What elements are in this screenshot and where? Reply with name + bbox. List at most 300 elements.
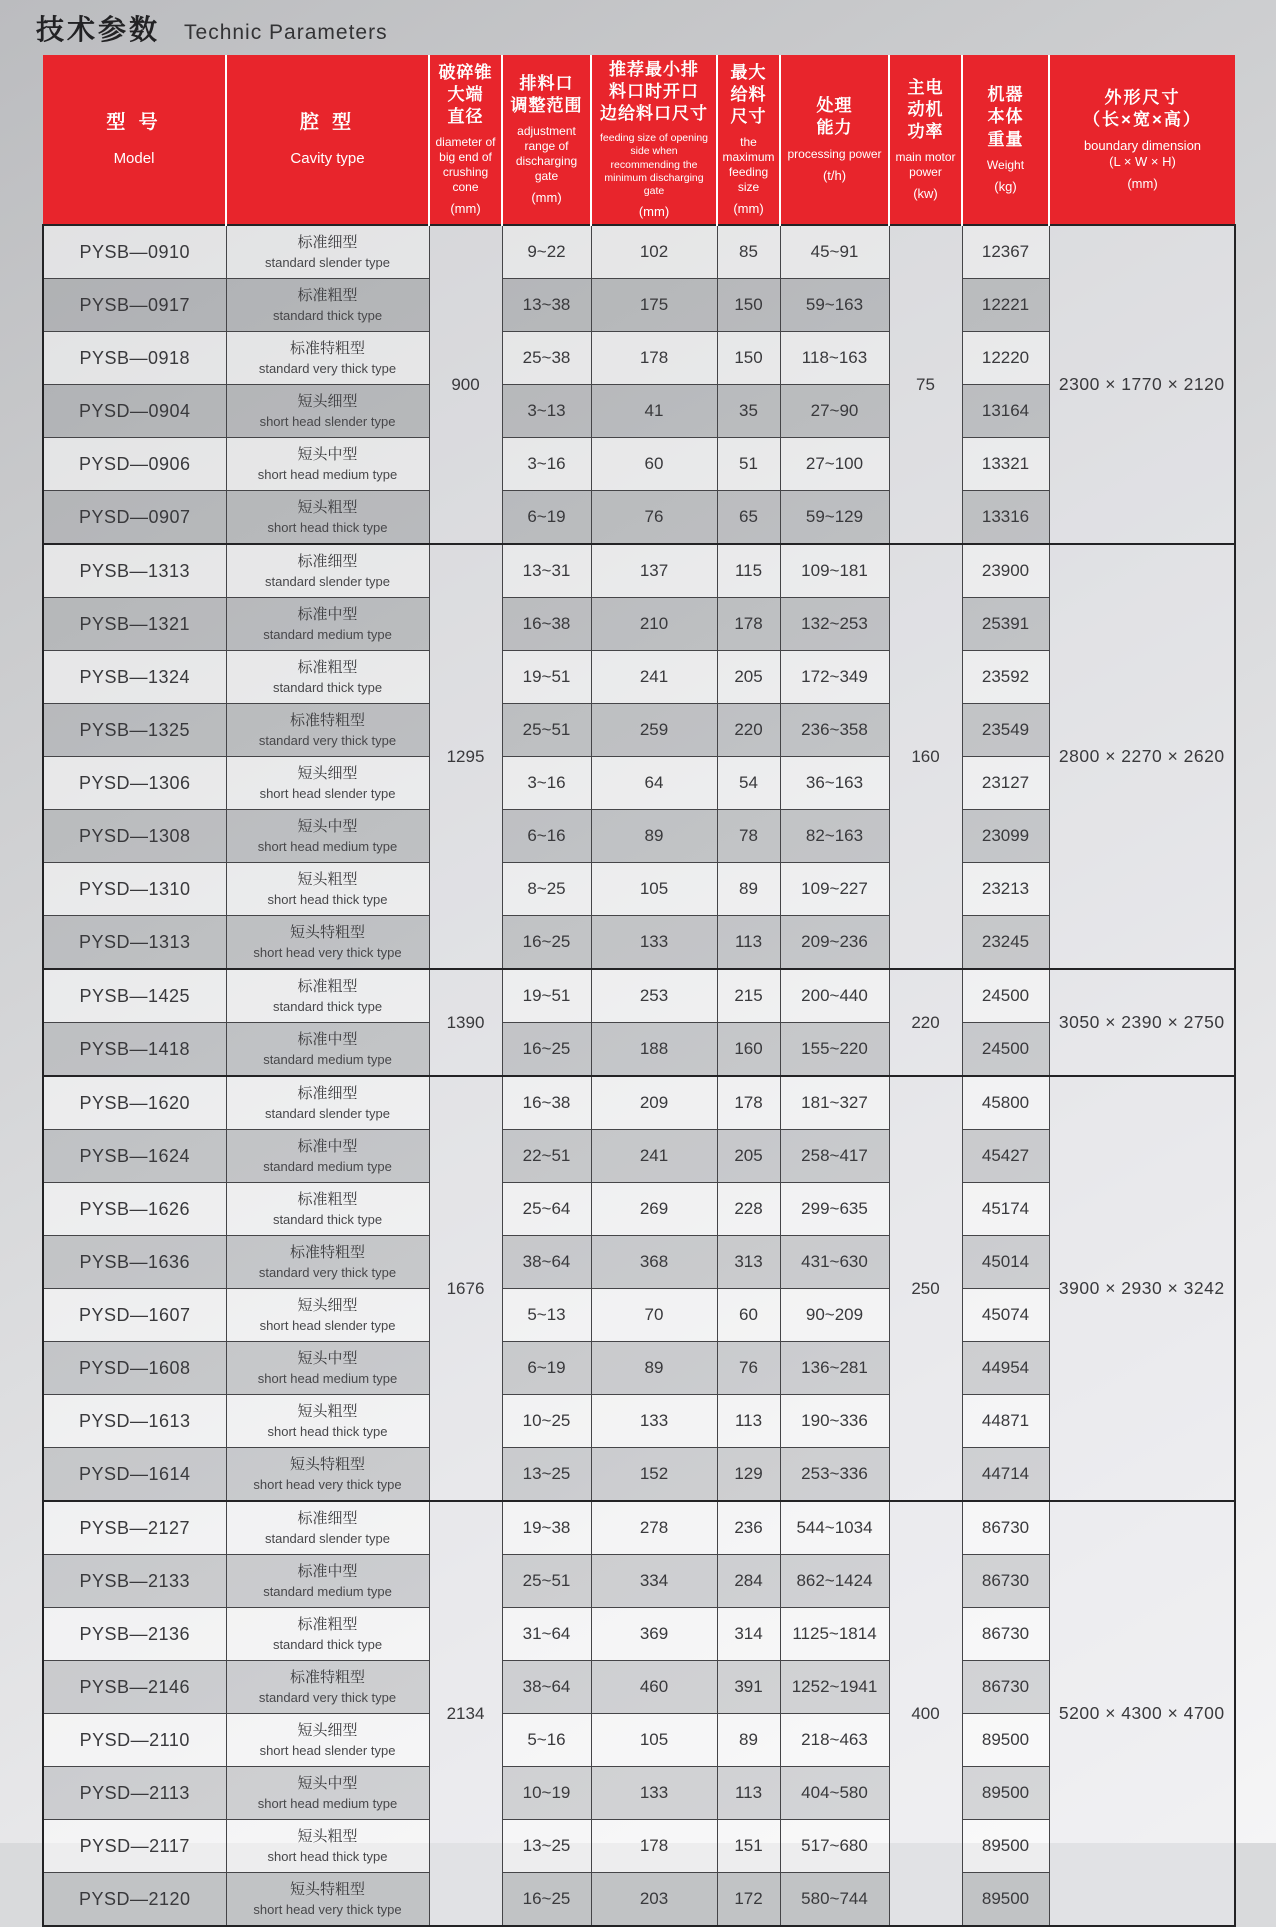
cavity-cell: [226, 1289, 429, 1342]
column-header-model: [43, 55, 226, 225]
feeding-size-cell: 241: [591, 1130, 717, 1183]
dimension-span-cell: 2800 × 2270 × 2620: [1049, 544, 1235, 969]
processing-power-cell: 155~220: [780, 1023, 889, 1077]
feeding-size-cell: 152: [591, 1448, 717, 1502]
dimension-span-cell: 2300 × 1770 × 2120: [1049, 225, 1235, 544]
cavity-name-en: standard medium type: [263, 1583, 392, 1599]
adjustment-range-cell: 31~64: [502, 1608, 591, 1661]
model-cell: PYSD—2113: [43, 1767, 226, 1820]
processing-power-cell: 136~281: [780, 1342, 889, 1395]
cavity-cell: [226, 385, 429, 438]
cavity-cell: [226, 651, 429, 704]
diameter-span-cell: 900: [429, 225, 502, 544]
feeding-size-cell: 269: [591, 1183, 717, 1236]
weight-cell: 13316: [962, 491, 1049, 545]
feeding-size-cell: 178: [591, 1820, 717, 1873]
weight-cell: 89500: [962, 1820, 1049, 1873]
weight-cell: 12220: [962, 332, 1049, 385]
cavity-name-cn: 标准粗型: [297, 977, 358, 995]
feeding-size-cell: 175: [591, 279, 717, 332]
weight-cell: 45174: [962, 1183, 1049, 1236]
header-en-line: boundary dimension: [1083, 137, 1202, 153]
cavity-cell: [226, 1661, 429, 1714]
feeding-size-cell: 70: [591, 1289, 717, 1342]
max-feeding-size-cell: 89: [717, 863, 780, 916]
cavity-cell: [226, 1342, 429, 1395]
diameter-span-cell: 1390: [429, 969, 502, 1076]
weight-cell: 44714: [962, 1448, 1049, 1502]
motor-power-span-cell: 160: [889, 544, 962, 969]
max-feeding-size-cell: 172: [717, 1873, 780, 1927]
adjustment-range-cell: 19~51: [502, 969, 591, 1023]
cavity-cell: [226, 544, 429, 598]
max-feeding-size-cell: 314: [717, 1608, 780, 1661]
column-header-diameter: [429, 55, 502, 225]
weight-cell: 89500: [962, 1767, 1049, 1820]
feeding-size-cell: 241: [591, 651, 717, 704]
feeding-size-cell: 89: [591, 810, 717, 863]
processing-power-cell: 190~336: [780, 1395, 889, 1448]
header-cn-line: 调整范围: [510, 95, 583, 115]
header-cn-line: （长×宽×高）: [1083, 109, 1202, 129]
header-row: [43, 55, 1235, 225]
processing-power-cell: 82~163: [780, 810, 889, 863]
header-cn-text: [45, 111, 223, 136]
adjustment-range-cell: 13~31: [502, 544, 591, 598]
weight-cell: 23127: [962, 757, 1049, 810]
processing-power-cell: 181~327: [780, 1076, 889, 1130]
cavity-name-en: standard very thick type: [258, 732, 397, 748]
max-feeding-size-cell: 284: [717, 1555, 780, 1608]
model-cell: PYSD—1607: [43, 1289, 226, 1342]
max-feeding-size-cell: 76: [717, 1342, 780, 1395]
motor-power-span-cell: 75: [889, 225, 962, 544]
header-en-line: feeding size of opening side when recommending the minimum discharging gate: [600, 132, 708, 197]
weight-cell: 23549: [962, 704, 1049, 757]
header-en-text: [432, 135, 499, 217]
adjustment-range-cell: 19~51: [502, 651, 591, 704]
cavity-name-en: short head very thick type: [253, 1476, 402, 1492]
cavity-name-cn: 标准粗型: [297, 1190, 358, 1208]
model-cell: PYSB—0917: [43, 279, 226, 332]
model-cell: PYSB—2127: [43, 1501, 226, 1555]
cavity-name-cn: 标准特粗型: [289, 339, 365, 357]
adjustment-range-cell: 10~25: [502, 1395, 591, 1448]
header-cn-line: 推荐最小排: [609, 60, 699, 79]
adjustment-range-cell: 16~25: [502, 1873, 591, 1927]
header-cn-text: [783, 95, 886, 139]
feeding-size-cell: 203: [591, 1873, 717, 1927]
feeding-size-cell: 133: [591, 1395, 717, 1448]
model-cell: PYSB—2146: [43, 1661, 226, 1714]
weight-cell: 23592: [962, 651, 1049, 704]
cavity-cell: [226, 1714, 429, 1767]
cavity-name-en: short head slender type: [259, 413, 396, 429]
cavity-name-cn: 短头细型: [297, 392, 358, 410]
weight-cell: 12221: [962, 279, 1049, 332]
cavity-name-en: standard very thick type: [258, 360, 397, 376]
model-cell: PYSD—1308: [43, 810, 226, 863]
header-cn-line: 本体: [987, 107, 1024, 127]
header-cn-line: 机器: [987, 85, 1024, 105]
cavity-cell: [226, 916, 429, 970]
cavity-name-en: standard slender type: [264, 1530, 391, 1546]
cavity-cell: [226, 969, 429, 1023]
adjustment-range-cell: 22~51: [502, 1130, 591, 1183]
adjustment-range-cell: 3~16: [502, 757, 591, 810]
column-header-weight: [962, 55, 1049, 225]
adjustment-range-cell: 16~25: [502, 1023, 591, 1077]
weight-cell: 45074: [962, 1289, 1049, 1342]
header-en-text: [229, 150, 426, 169]
processing-power-cell: 544~1034: [780, 1501, 889, 1555]
weight-cell: 25391: [962, 598, 1049, 651]
diameter-span-cell: 2134: [429, 1501, 502, 1926]
header-en-text: [720, 135, 777, 217]
cavity-name-cn: 标准粗型: [297, 286, 358, 304]
cavity-cell: [226, 1555, 429, 1608]
model-cell: PYSB—1425: [43, 969, 226, 1023]
cavity-name-en: standard very thick type: [258, 1689, 397, 1705]
feeding-size-cell: 102: [591, 225, 717, 279]
max-feeding-size-cell: 178: [717, 1076, 780, 1130]
adjustment-range-cell: 16~25: [502, 916, 591, 970]
cavity-cell: [226, 1767, 429, 1820]
adjustment-range-cell: 13~38: [502, 279, 591, 332]
column-header-dimension: [1049, 55, 1235, 225]
adjustment-range-cell: 6~19: [502, 491, 591, 545]
processing-power-cell: 517~680: [780, 1820, 889, 1873]
weight-cell: 86730: [962, 1501, 1049, 1555]
header-cn-line: 边给料口尺寸: [600, 104, 708, 124]
header-en-text: [1052, 138, 1233, 193]
adjustment-range-cell: 8~25: [502, 863, 591, 916]
cavity-cell: [226, 279, 429, 332]
cavity-name-cn: 标准中型: [297, 1137, 358, 1155]
cavity-name-en: short head medium type: [257, 1370, 398, 1386]
processing-power-cell: 90~209: [780, 1289, 889, 1342]
cavity-cell: [226, 1130, 429, 1183]
max-feeding-size-cell: 205: [717, 1130, 780, 1183]
cavity-cell: [226, 438, 429, 491]
model-cell: PYSB—1624: [43, 1130, 226, 1183]
feeding-size-cell: 133: [591, 1767, 717, 1820]
model-cell: PYSD—1306: [43, 757, 226, 810]
processing-power-cell: 45~91: [780, 225, 889, 279]
model-cell: PYSD—2117: [43, 1820, 226, 1873]
table-header: [43, 55, 1235, 225]
adjustment-range-cell: 16~38: [502, 1076, 591, 1130]
max-feeding-size-cell: 178: [717, 598, 780, 651]
cavity-name-en: standard thick type: [272, 679, 383, 695]
model-cell: PYSB—1321: [43, 598, 226, 651]
weight-cell: 23099: [962, 810, 1049, 863]
adjustment-range-cell: 6~19: [502, 1342, 591, 1395]
column-header-cavity: [226, 55, 429, 225]
processing-power-cell: 209~236: [780, 916, 889, 970]
processing-power-cell: 36~163: [780, 757, 889, 810]
cavity-name-en: short head very thick type: [253, 944, 402, 960]
processing-power-cell: 218~463: [780, 1714, 889, 1767]
header-en-line: (mm): [733, 201, 764, 217]
feeding-size-cell: 209: [591, 1076, 717, 1130]
max-feeding-size-cell: 51: [717, 438, 780, 491]
processing-power-cell: 404~580: [780, 1767, 889, 1820]
diameter-span-cell: 1676: [429, 1076, 502, 1501]
model-cell: PYSD—1613: [43, 1395, 226, 1448]
cavity-name-cn: 短头特粗型: [289, 1880, 365, 1898]
header-en-line: adjustment range of discharging gate: [515, 124, 578, 184]
weight-cell: 86730: [962, 1661, 1049, 1714]
processing-power-cell: 862~1424: [780, 1555, 889, 1608]
cavity-name-cn: 标准细型: [297, 233, 358, 251]
cavity-name-en: short head thick type: [267, 519, 388, 535]
header-en-line: (kw): [913, 186, 938, 202]
processing-power-cell: 59~163: [780, 279, 889, 332]
adjustment-range-cell: 25~51: [502, 704, 591, 757]
cavity-name-en: standard very thick type: [258, 1264, 397, 1280]
feeding-size-cell: 210: [591, 598, 717, 651]
max-feeding-size-cell: 236: [717, 1501, 780, 1555]
max-feeding-size-cell: 60: [717, 1289, 780, 1342]
cavity-name-cn: 标准粗型: [297, 1615, 358, 1633]
column-header-feeding: [591, 55, 717, 225]
cavity-cell: [226, 1608, 429, 1661]
header-cn-line: 料口时开口: [609, 82, 699, 102]
model-cell: PYSD—0904: [43, 385, 226, 438]
motor-power-span-cell: 220: [889, 969, 962, 1076]
cavity-name-cn: 短头粗型: [297, 498, 358, 516]
header-cn-text: [965, 84, 1046, 150]
cavity-cell: [226, 1236, 429, 1289]
header-en-line: (mm): [1127, 176, 1158, 192]
cavity-cell: [226, 757, 429, 810]
cavity-name-en: standard medium type: [263, 1051, 392, 1067]
header-en-line: Weight: [986, 157, 1025, 172]
table-body: [43, 225, 1235, 1926]
feeding-size-cell: 133: [591, 916, 717, 970]
header-cn-line: 主电: [907, 77, 944, 97]
max-feeding-size-cell: 113: [717, 1395, 780, 1448]
cavity-name-cn: 标准细型: [297, 1084, 358, 1102]
cavity-name-en: short head thick type: [267, 1848, 388, 1864]
dimension-span-cell: 3050 × 2390 × 2750: [1049, 969, 1235, 1076]
cavity-name-cn: 短头特粗型: [289, 1455, 365, 1473]
header-en-line: Cavity type: [290, 149, 365, 167]
max-feeding-size-cell: 150: [717, 332, 780, 385]
model-cell: PYSB—0918: [43, 332, 226, 385]
header-cn-text: [1052, 87, 1233, 131]
cavity-name-cn: 标准中型: [297, 1030, 358, 1048]
weight-cell: 23900: [962, 544, 1049, 598]
adjustment-range-cell: 5~16: [502, 1714, 591, 1767]
page-title-en: Technic Parameters: [184, 21, 388, 44]
cavity-name-cn: 短头中型: [297, 1774, 358, 1792]
cavity-name-en: standard thick type: [272, 1211, 383, 1227]
processing-power-cell: 59~129: [780, 491, 889, 545]
max-feeding-size-cell: 205: [717, 651, 780, 704]
cavity-cell: [226, 491, 429, 545]
header-cn-line: 重量: [987, 129, 1024, 149]
header-en-line: diameter of big end of crushing cone: [435, 135, 496, 195]
weight-cell: 24500: [962, 969, 1049, 1023]
cavity-cell: [226, 1076, 429, 1130]
weight-cell: 13321: [962, 438, 1049, 491]
max-feeding-size-cell: 313: [717, 1236, 780, 1289]
max-feeding-size-cell: 160: [717, 1023, 780, 1077]
max-feeding-size-cell: 220: [717, 704, 780, 757]
cavity-name-cn: 短头中型: [297, 1349, 358, 1367]
cavity-name-en: standard thick type: [272, 998, 383, 1014]
cavity-name-cn: 短头粗型: [297, 870, 358, 888]
adjustment-range-cell: 5~13: [502, 1289, 591, 1342]
processing-power-cell: 132~253: [780, 598, 889, 651]
cavity-cell: [226, 704, 429, 757]
weight-cell: 89500: [962, 1714, 1049, 1767]
adjustment-range-cell: 38~64: [502, 1661, 591, 1714]
processing-power-cell: 172~349: [780, 651, 889, 704]
cavity-name-en: standard medium type: [263, 1158, 392, 1174]
header-cn-text: [720, 62, 777, 128]
weight-cell: 44871: [962, 1395, 1049, 1448]
header-en-line: the maximum feeding size: [722, 135, 775, 195]
header-cn-line: 排料口: [519, 73, 574, 93]
column-header-maxsize: [717, 55, 780, 225]
model-cell: PYSD—2120: [43, 1873, 226, 1927]
motor-power-span-cell: 250: [889, 1076, 962, 1501]
processing-power-cell: 580~744: [780, 1873, 889, 1927]
feeding-size-cell: 64: [591, 757, 717, 810]
header-cn-line: 动机: [907, 99, 944, 119]
max-feeding-size-cell: 113: [717, 916, 780, 970]
max-feeding-size-cell: 115: [717, 544, 780, 598]
weight-cell: 13164: [962, 385, 1049, 438]
cavity-cell: [226, 1183, 429, 1236]
cavity-name-en: short head slender type: [259, 1317, 396, 1333]
header-cn-line: 尺寸: [730, 107, 767, 126]
header-cn-text: [505, 73, 588, 117]
weight-cell: 23213: [962, 863, 1049, 916]
adjustment-range-cell: 13~25: [502, 1448, 591, 1502]
cavity-name-en: standard slender type: [264, 254, 391, 270]
weight-cell: 23245: [962, 916, 1049, 970]
processing-power-cell: 258~417: [780, 1130, 889, 1183]
model-cell: PYSD—1313: [43, 916, 226, 970]
cavity-cell: [226, 1395, 429, 1448]
processing-power-cell: 27~100: [780, 438, 889, 491]
header-en-text: [783, 147, 886, 184]
adjustment-range-cell: 25~64: [502, 1183, 591, 1236]
header-cn-line: 型 号: [106, 111, 162, 133]
cavity-cell: [226, 1501, 429, 1555]
header-en-line: (mm): [450, 201, 481, 217]
feeding-size-cell: 368: [591, 1236, 717, 1289]
header-cn-line: 给料: [730, 84, 767, 104]
model-cell: PYSB—1324: [43, 651, 226, 704]
weight-cell: 45427: [962, 1130, 1049, 1183]
header-en-line: (mm): [638, 203, 670, 219]
header-cn-line: 腔 型: [299, 111, 356, 133]
feeding-size-cell: 178: [591, 332, 717, 385]
header-en-text: [892, 150, 959, 202]
cavity-name-en: standard thick type: [272, 1636, 383, 1652]
header-en-line: (kg): [994, 178, 1017, 194]
cavity-cell: [226, 863, 429, 916]
processing-power-cell: 1252~1941: [780, 1661, 889, 1714]
header-en-line: (mm): [531, 190, 562, 206]
max-feeding-size-cell: 89: [717, 1714, 780, 1767]
header-cn-text: [594, 59, 714, 125]
weight-cell: 89500: [962, 1873, 1049, 1927]
model-cell: PYSB—1626: [43, 1183, 226, 1236]
table-row: [43, 969, 1235, 1023]
feeding-size-cell: 259: [591, 704, 717, 757]
cavity-cell: [226, 1873, 429, 1927]
cavity-name-en: short head medium type: [257, 1795, 398, 1811]
processing-power-cell: 431~630: [780, 1236, 889, 1289]
model-cell: PYSB—2133: [43, 1555, 226, 1608]
diameter-span-cell: 1295: [429, 544, 502, 969]
model-cell: PYSD—1614: [43, 1448, 226, 1502]
feeding-size-cell: 137: [591, 544, 717, 598]
cavity-name-cn: 标准特粗型: [289, 1668, 365, 1686]
table-row: [43, 1501, 1235, 1555]
adjustment-range-cell: 16~38: [502, 598, 591, 651]
feeding-size-cell: 369: [591, 1608, 717, 1661]
cavity-name-en: short head very thick type: [253, 1901, 402, 1917]
cavity-cell: [226, 810, 429, 863]
feeding-size-cell: 105: [591, 1714, 717, 1767]
model-cell: PYSD—0906: [43, 438, 226, 491]
model-cell: PYSB—1325: [43, 704, 226, 757]
header-cn-line: 外形尺寸: [1104, 87, 1181, 107]
feeding-size-cell: 188: [591, 1023, 717, 1077]
adjustment-range-cell: 19~38: [502, 1501, 591, 1555]
adjustment-range-cell: 10~19: [502, 1767, 591, 1820]
model-cell: PYSD—0907: [43, 491, 226, 545]
max-feeding-size-cell: 215: [717, 969, 780, 1023]
weight-cell: 44954: [962, 1342, 1049, 1395]
cavity-cell: [226, 332, 429, 385]
cavity-name-cn: 短头粗型: [297, 1827, 358, 1845]
cavity-name-cn: 短头粗型: [297, 1402, 358, 1420]
processing-power-cell: 236~358: [780, 704, 889, 757]
cavity-cell: [226, 598, 429, 651]
cavity-name-en: short head medium type: [257, 838, 398, 854]
cavity-name-cn: 标准粗型: [297, 658, 358, 676]
motor-power-span-cell: 400: [889, 1501, 962, 1926]
model-cell: PYSD—1310: [43, 863, 226, 916]
feeding-size-cell: 89: [591, 1342, 717, 1395]
processing-power-cell: 1125~1814: [780, 1608, 889, 1661]
adjustment-range-cell: 38~64: [502, 1236, 591, 1289]
page-title-cn: 技术参数: [36, 14, 161, 45]
model-cell: PYSB—1620: [43, 1076, 226, 1130]
cavity-name-en: standard slender type: [264, 1105, 391, 1121]
model-cell: PYSD—2110: [43, 1714, 226, 1767]
weight-cell: 86730: [962, 1555, 1049, 1608]
max-feeding-size-cell: 85: [717, 225, 780, 279]
processing-power-cell: 118~163: [780, 332, 889, 385]
max-feeding-size-cell: 151: [717, 1820, 780, 1873]
cavity-name-cn: 标准特粗型: [289, 711, 365, 729]
max-feeding-size-cell: 35: [717, 385, 780, 438]
max-feeding-size-cell: 65: [717, 491, 780, 545]
processing-power-cell: 27~90: [780, 385, 889, 438]
header-en-line: processing power: [787, 146, 882, 161]
feeding-size-cell: 76: [591, 491, 717, 545]
header-en-line: main motor power: [895, 150, 956, 180]
